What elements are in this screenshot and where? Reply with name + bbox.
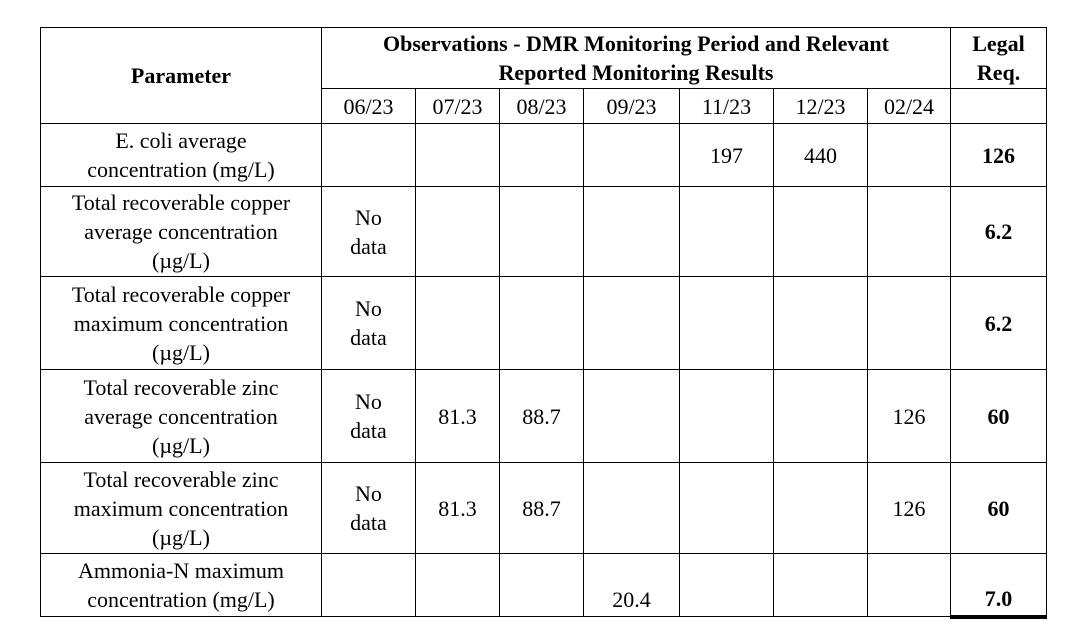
parameter-cell xyxy=(41,463,322,554)
value-line: data xyxy=(350,418,387,443)
parameter-line: concentration (mg/L) xyxy=(87,157,275,182)
table-row xyxy=(41,277,1047,370)
value-cell xyxy=(416,277,500,370)
value-cell xyxy=(774,187,868,277)
value-cell xyxy=(416,124,500,187)
parameter-line: (µg/L) xyxy=(152,339,210,365)
table-row xyxy=(41,370,1047,463)
value-cell xyxy=(322,277,416,370)
value-cell xyxy=(774,370,868,463)
value-cell xyxy=(322,463,416,554)
value-cell: 126 xyxy=(868,463,951,554)
parameter-line: (µg/L) xyxy=(152,432,210,458)
value-line: No xyxy=(355,204,382,230)
value-cell: 440 xyxy=(774,124,868,187)
value-cell: 81.3 xyxy=(416,463,500,554)
period-cell: 06/23 xyxy=(322,89,416,124)
parameter-header-label: Parameter xyxy=(130,63,232,88)
value-cell xyxy=(322,187,416,277)
value-cell xyxy=(774,463,868,554)
value-cell xyxy=(584,370,680,463)
value-cell xyxy=(868,124,951,187)
parameter-cell xyxy=(41,277,322,370)
value-cell xyxy=(500,554,584,617)
table-row xyxy=(41,187,1047,277)
legal-header-line1: Legal xyxy=(972,31,1025,56)
legal-req-cell: 6.2 xyxy=(951,277,1047,370)
parameter-line: Ammonia-N maximum xyxy=(78,558,284,583)
value-line: No xyxy=(355,481,382,506)
value-cell: 197 xyxy=(680,124,774,187)
value-cell xyxy=(774,277,868,370)
value-line: data xyxy=(350,510,387,535)
observations-header xyxy=(322,28,951,89)
value-cell xyxy=(322,554,416,617)
value-cell xyxy=(680,554,774,617)
value-cell xyxy=(584,124,680,187)
value-cell: 81.3 xyxy=(416,370,500,463)
value-line: data xyxy=(350,233,387,259)
value-cell xyxy=(868,187,951,277)
value-cell: 88.7 xyxy=(500,370,584,463)
dmr-monitoring-table xyxy=(40,27,1047,619)
value-cell xyxy=(416,554,500,617)
period-cell: 09/23 xyxy=(584,89,680,124)
legal-req-cell: 60 xyxy=(951,463,1047,554)
parameter-line: average concentration xyxy=(84,403,278,429)
legal-req-cell: 7.0 xyxy=(951,554,1047,617)
value-line: No xyxy=(355,296,382,321)
parameter-line: Total recoverable copper xyxy=(71,281,291,307)
parameter-line: concentration (mg/L) xyxy=(87,587,275,612)
value-cell xyxy=(680,370,774,463)
legal-req-cell: 6.2 xyxy=(951,187,1047,277)
value-cell xyxy=(584,187,680,277)
value-cell xyxy=(868,277,951,370)
table-row xyxy=(41,463,1047,554)
parameter-line: (µg/L) xyxy=(152,248,210,273)
parameter-line: maximum concentration xyxy=(73,495,289,521)
parameter-line: Total recoverable copper xyxy=(71,190,291,215)
parameter-cell xyxy=(41,370,322,463)
period-cell: 11/23 xyxy=(680,89,774,124)
value-cell xyxy=(680,463,774,554)
legal-req-header xyxy=(951,28,1047,89)
parameter-line: Total recoverable zinc xyxy=(83,374,279,400)
value-cell xyxy=(322,124,416,187)
value-cell xyxy=(680,277,774,370)
value-cell xyxy=(584,463,680,554)
table-row xyxy=(41,124,1047,187)
value-cell xyxy=(500,187,584,277)
value-cell: 20.4 xyxy=(584,554,680,617)
parameter-cell xyxy=(41,187,322,277)
value-cell xyxy=(868,554,951,617)
legal-req-cell: 126 xyxy=(951,124,1047,187)
value-cell xyxy=(500,277,584,370)
parameter-line: Total recoverable zinc xyxy=(83,466,279,492)
parameter-line: (µg/L) xyxy=(152,524,210,550)
period-cell: 12/23 xyxy=(774,89,868,124)
observations-header-line1: Observations - DMR Monitoring Period and Relevant xyxy=(383,31,889,56)
value-cell: 88.7 xyxy=(500,463,584,554)
table-row xyxy=(41,554,1047,617)
value-cell xyxy=(584,277,680,370)
period-cell: 07/23 xyxy=(416,89,500,124)
parameter-line: maximum concentration xyxy=(73,310,289,336)
period-cell: 08/23 xyxy=(500,89,584,124)
value-cell xyxy=(500,124,584,187)
value-cell xyxy=(416,187,500,277)
value-cell: 126 xyxy=(868,370,951,463)
value-cell xyxy=(774,554,868,617)
parameter-cell xyxy=(41,124,322,187)
value-cell xyxy=(680,187,774,277)
legal-header-spacer xyxy=(951,89,1047,124)
observations-header-line2: Reported Monitoring Results xyxy=(498,60,774,85)
parameter-line: E. coli average xyxy=(115,128,247,153)
parameter-line: average concentration xyxy=(84,219,278,244)
value-cell xyxy=(322,370,416,463)
legal-header-line2: Req. xyxy=(976,60,1021,85)
legal-req-cell: 60 xyxy=(951,370,1047,463)
value-line: No xyxy=(355,389,382,414)
period-cell: 02/24 xyxy=(868,89,951,124)
parameter-cell xyxy=(41,554,322,617)
parameter-header xyxy=(41,28,322,124)
value-line: data xyxy=(350,325,387,350)
